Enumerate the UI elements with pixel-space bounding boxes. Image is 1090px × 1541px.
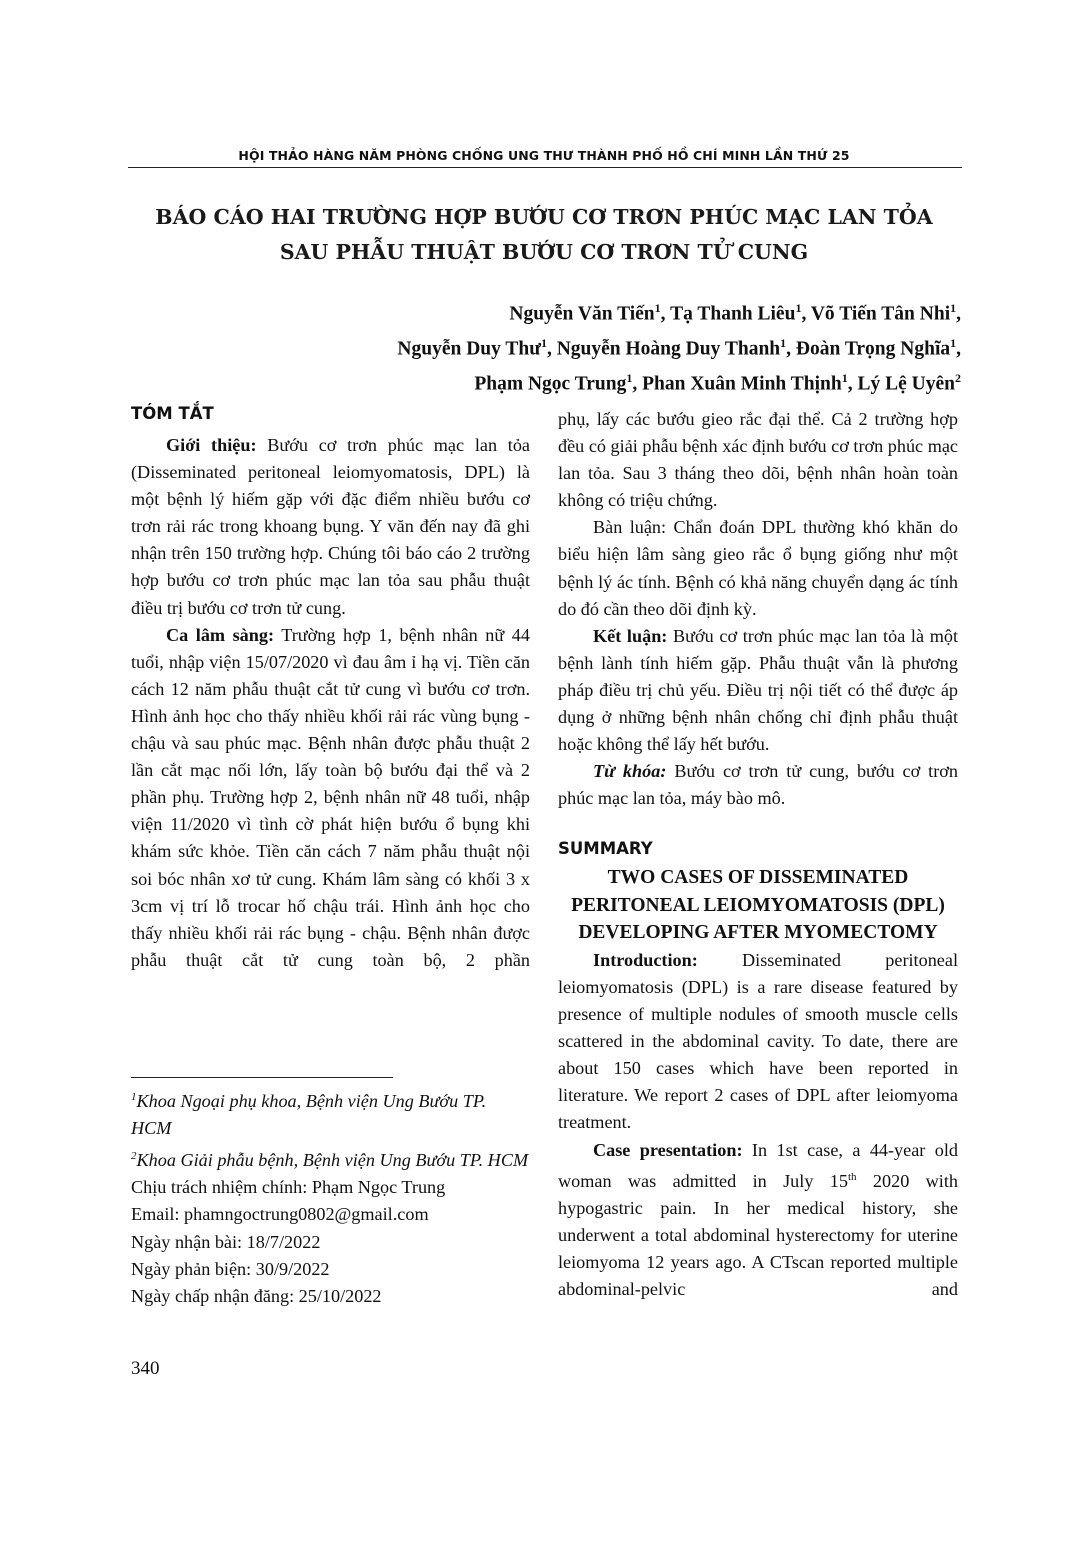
intro-label-en: Introduction: — [593, 949, 698, 970]
case-ordinal-sup: th — [847, 1170, 857, 1183]
conclusion-label: Kết luận: — [593, 625, 668, 646]
keywords-text: Bướu cơ trơn tử cung, bướu cơ trơn phúc mạc lan tỏa, máy bào mô. — [558, 761, 958, 809]
affiliation-2-text: Khoa Giải phẫu bệnh, Bệnh viện Ung Bướu TP. HCM — [136, 1149, 529, 1170]
case-paragraph-vi — [131, 622, 530, 974]
left-column — [131, 432, 530, 974]
summary-heading: SUMMARY — [558, 839, 653, 859]
author-line-2: Nguyễn Duy Thư$^1$, Nguyễn Hoàng Duy Thanh$^1$, Đoàn Trọng Nghĩa$^1$, — [397, 336, 961, 360]
running-head: HỘI THẢO HÀNG NĂM PHÒNG CHỐNG UNG THƯ THÀNH PHỐ HỒ CHÍ MINH LẦN THỨ 25 — [238, 148, 850, 163]
abstract-heading: TÓM TẮT — [131, 404, 214, 423]
author-affiliation: 1 — [950, 336, 957, 350]
author-name: Võ Tiến Tân Nhi — [810, 303, 951, 325]
article-title — [128, 200, 960, 270]
discussion-paragraph-vi: Bàn luận: Chẩn đoán DPL thường khó khăn do biểu hiện lâm sàng gieo rắc ổ bụng giống như một bệnh lý ác tính. Bệnh có khả năng chuyển dạng ác tính do đó cần theo dõi định kỳ. — [558, 517, 958, 619]
author-name: Lý Lệ Uyên — [857, 373, 955, 395]
author-affiliation: 1 — [780, 336, 787, 350]
case-label-en: Case presentation: — [593, 1139, 743, 1160]
title-line-1: BÁO CÁO HAI TRƯỜNG HỢP BƯỚU CƠ TRƠN PHÚC MẠC LAN TỎA — [155, 205, 933, 229]
email: Email: phamngoctrung0802@gmail.com — [131, 1204, 429, 1225]
author-name: Nguyễn Hoàng Duy Thanh — [556, 338, 781, 360]
intro-paragraph-en — [558, 947, 958, 1137]
author-affiliation: 1 — [540, 336, 547, 350]
case-paragraph-en — [558, 1137, 958, 1304]
author-name: Tạ Thanh Liêu — [670, 303, 796, 325]
conclusion-paragraph-vi — [558, 623, 958, 758]
intro-text-en: Disseminated peritoneal leiomyomatosis (DPL) is a rare disease featured by presence of multiple nodules of smooth muscle cells scattered in the abdominal cavity. To date, there are about 150 cases which have been reported in literature. We report 2 cases of DPL after leiomyoma treatment. — [558, 949, 958, 1133]
author-affiliation: 1 — [795, 301, 802, 315]
case-text-en-b: 2020 with hypogastric pain. In her medical history, she underwent a total abdominal hysterectomy for uterine leiomyoma 12 years ago. A CTscan reported multiple abdominal-pelvic and — [558, 1170, 958, 1300]
author-name: Nguyễn Duy Thư — [397, 338, 541, 360]
case-text-en-a: In 1st case, a 44-year old woman was admitted in July 15 — [558, 1139, 958, 1191]
header-rule — [128, 167, 962, 168]
conclusion-text: Bướu cơ trơn phúc mạc lan tỏa là một bệnh lành tính hiếm gặp. Phẫu thuật vẫn là phương pháp điều trị chủ yếu. Điều trị nội tiết có thể được áp dụng ở những bệnh nhân chống chỉ định phẫu thuật hoặc không thể lấy hết bướu. — [558, 625, 958, 755]
author-affiliation: 1 — [950, 301, 957, 315]
case-paragraph-vi-continued: phụ, lấy các bướu gieo rắc đại thể. Cả 2 trường hợp đều có giải phẫu bệnh xác định bướu cơ trơn phúc mạc lan tỏa. Sau 3 tháng theo dõi, bệnh nhân hoàn toàn không có triệu chứng. — [558, 409, 958, 511]
footnote-rule — [131, 1077, 393, 1078]
intro-label: Giới thiệu: — [166, 435, 257, 455]
date-received: Ngày nhận bài: 18/7/2022 — [131, 1231, 321, 1252]
footnotes — [131, 1084, 531, 1311]
author-name: Đoàn Trọng Nghĩa — [795, 338, 951, 360]
keywords-paragraph-vi — [558, 758, 958, 812]
case-text: Trường hợp 1, bệnh nhân nữ 44 tuổi, nhập viện 15/07/2020 vì đau âm ỉ hạ vị. Tiền căn cách 12 năm phẫu thuật cắt tử cung vì bướu cơ trơn. Hình ảnh học cho thấy nhiều khối rải rác vùng bụng - chậu và sau phúc mạc. Bệnh nhân được phẫu thuật 2 lần cắt mạc nối lớn, lấy toàn bộ bướu đại thể và 2 phần phụ. Trường hợp 2, bệnh nhân nữ 48 tuổi, nhập viện 11/2020 vì tình cờ phát hiện bướu ổ bụng khi khám sức khỏe. Tiền căn cách 7 năm phẫu thuật nội soi bóc nhân xơ tử cung. Khám lâm sàng có khối 3 x 3cm vị trí lỗ trocar hố chậu trái. Hình ảnh học cho thấy nhiều khối rải rác bụng - chậu. Bệnh nhân được phẫu thuật cắt tử cung toàn bộ, 2 phần — [131, 624, 530, 970]
author-list — [241, 294, 961, 399]
right-column — [558, 406, 958, 1303]
corresponding-author: Chịu trách nhiệm chính: Phạm Ngọc Trung — [131, 1177, 446, 1198]
date-accepted: Ngày chấp nhận đăng: 25/10/2022 — [131, 1286, 382, 1307]
page-number: 340 — [131, 1358, 160, 1379]
affiliation-2-num: 2 — [131, 1149, 137, 1162]
affiliation-1-text: Khoa Ngoại phụ khoa, Bệnh viện Ung Bướu TP. HCM — [131, 1091, 487, 1139]
author-line-3: Phạm Ngọc Trung$^1$, Phan Xuân Minh Thịnh$^1$, Lý Lệ Uyên$^2$ — [474, 371, 961, 395]
affiliation-1-num: 1 — [131, 1091, 137, 1103]
author-name: Phan Xuân Minh Thịnh — [642, 373, 842, 395]
title-line-2: SAU PHẪU THUẬT BƯỚU CƠ TRƠN TỬ CUNG — [279, 240, 809, 264]
keywords-label: Từ khóa: — [593, 761, 667, 782]
author-name: Nguyễn Văn Tiến — [509, 303, 655, 325]
affiliation-2 — [131, 1143, 531, 1174]
author-name: Phạm Ngọc Trung — [474, 373, 627, 395]
date-reviewed: Ngày phản biện: 30/9/2022 — [131, 1258, 330, 1279]
author-affiliation: 1 — [654, 301, 661, 315]
intro-paragraph-vi — [131, 432, 530, 622]
summary-title: TWO CASES OF DISSEMINATED PERITONEAL LEIOMYOMATOSIS (DPL) DEVELOPING AFTER MYOMECTOMY — [571, 867, 945, 944]
author-affiliation: 1 — [841, 371, 848, 385]
intro-text: Bướu cơ trơn phúc mạc lan tỏa (Disseminated peritoneal leiomyomatosis, DPL) là một bệnh lý hiếm gặp với đặc điểm nhiều bướu cơ trơn rải rác trong khoang bụng. Y văn đến nay đã ghi nhận trên 150 trường hợp. Chúng tôi báo cáo 2 trường hợp bướu cơ trơn phúc mạc lan tỏa sau phẫu thuật điều trị bướu cơ trơn tử cung. — [131, 435, 530, 618]
author-affiliation: 1 — [626, 371, 633, 385]
author-affiliation: 2 — [955, 371, 961, 385]
author-line-1: Nguyễn Văn Tiến$^1$, Tạ Thanh Liêu$^1$, Võ Tiến Tân Nhi$^1$, — [509, 301, 961, 325]
affiliation-1 — [131, 1084, 531, 1143]
case-label: Ca lâm sàng: — [166, 624, 275, 645]
